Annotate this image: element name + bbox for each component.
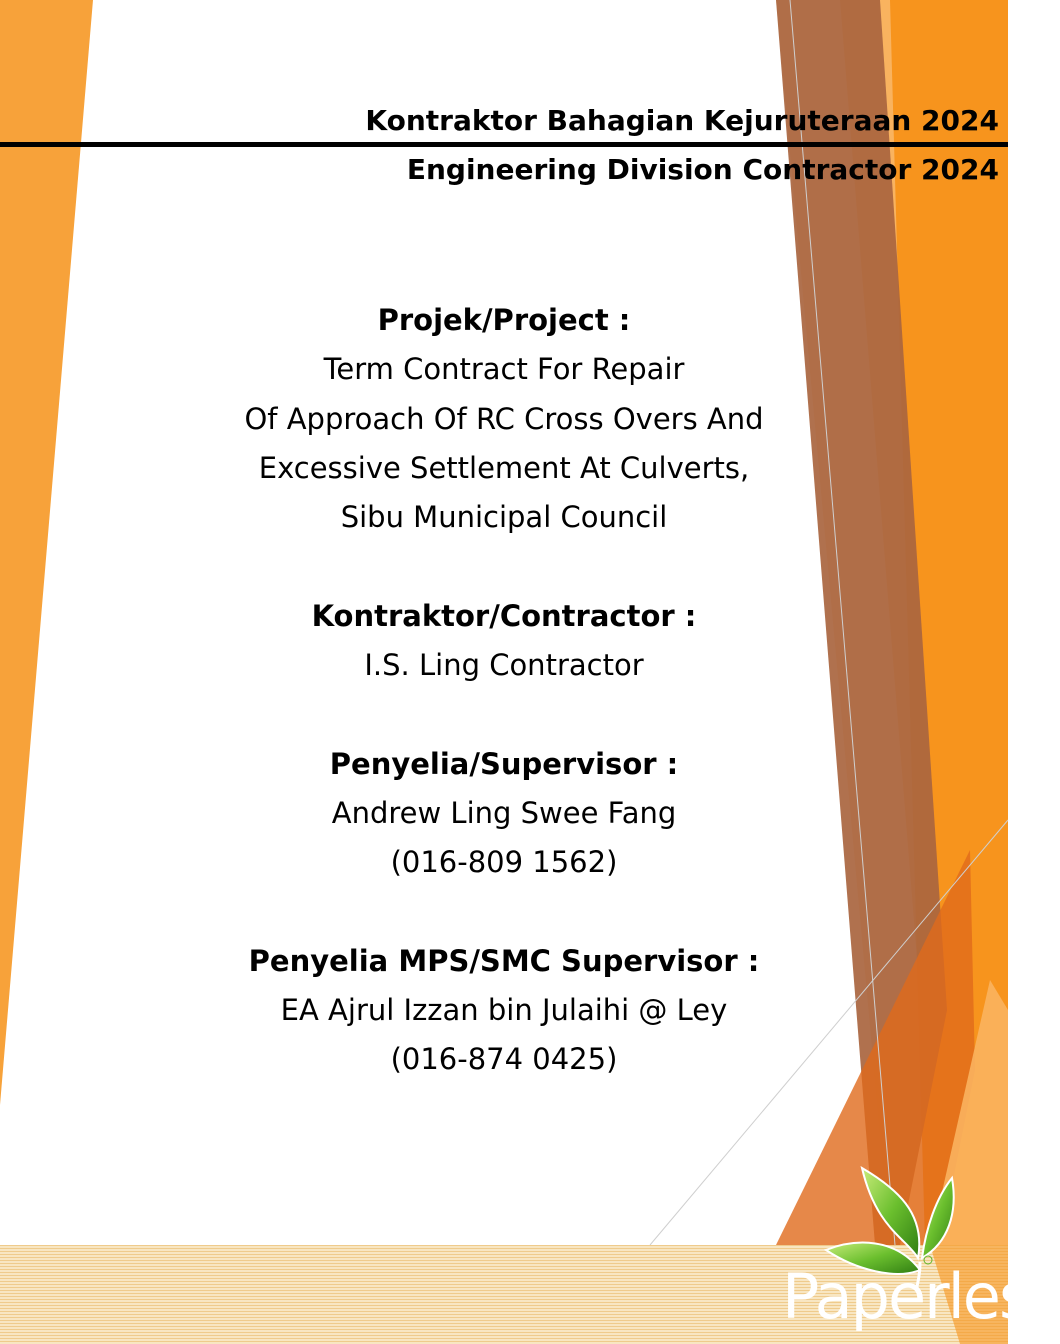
header-rule — [0, 142, 1008, 147]
project-line: Term Contract For Repair — [323, 352, 685, 387]
header-title-english: Engineering Division Contractor 2024 — [406, 153, 999, 186]
smc-supervisor-name: EA Ajrul Izzan bin Julaihi @ Ley — [280, 993, 728, 1028]
smc-supervisor-phone: (016-874 0425) — [390, 1042, 618, 1077]
supervisor-phone: (016-809 1562) — [390, 845, 618, 880]
left-orange-band — [0, 0, 93, 1105]
supervisor-label: Penyelia/Supervisor : — [329, 746, 679, 781]
contractor-label: Kontraktor/Contractor : — [311, 598, 697, 633]
main-content — [154, 296, 854, 1085]
header-title-malay: Kontraktor Bahagian Kejuruteraan 2024 — [365, 104, 999, 137]
contractor-name: I.S. Ling Contractor — [364, 648, 644, 683]
project-line: Excessive Settlement At Culverts, — [258, 450, 750, 485]
smc-supervisor-label: Penyelia MPS/SMC Supervisor : — [248, 943, 760, 978]
project-line: Of Approach Of RC Cross Overs And — [244, 401, 764, 436]
project-label: Projek/Project : — [377, 303, 631, 337]
supervisor-name: Andrew Ling Swee Fang — [331, 795, 677, 830]
project-line: Sibu Municipal Council — [340, 500, 668, 535]
logo-wordmark: Paperless — [782, 1260, 1060, 1333]
